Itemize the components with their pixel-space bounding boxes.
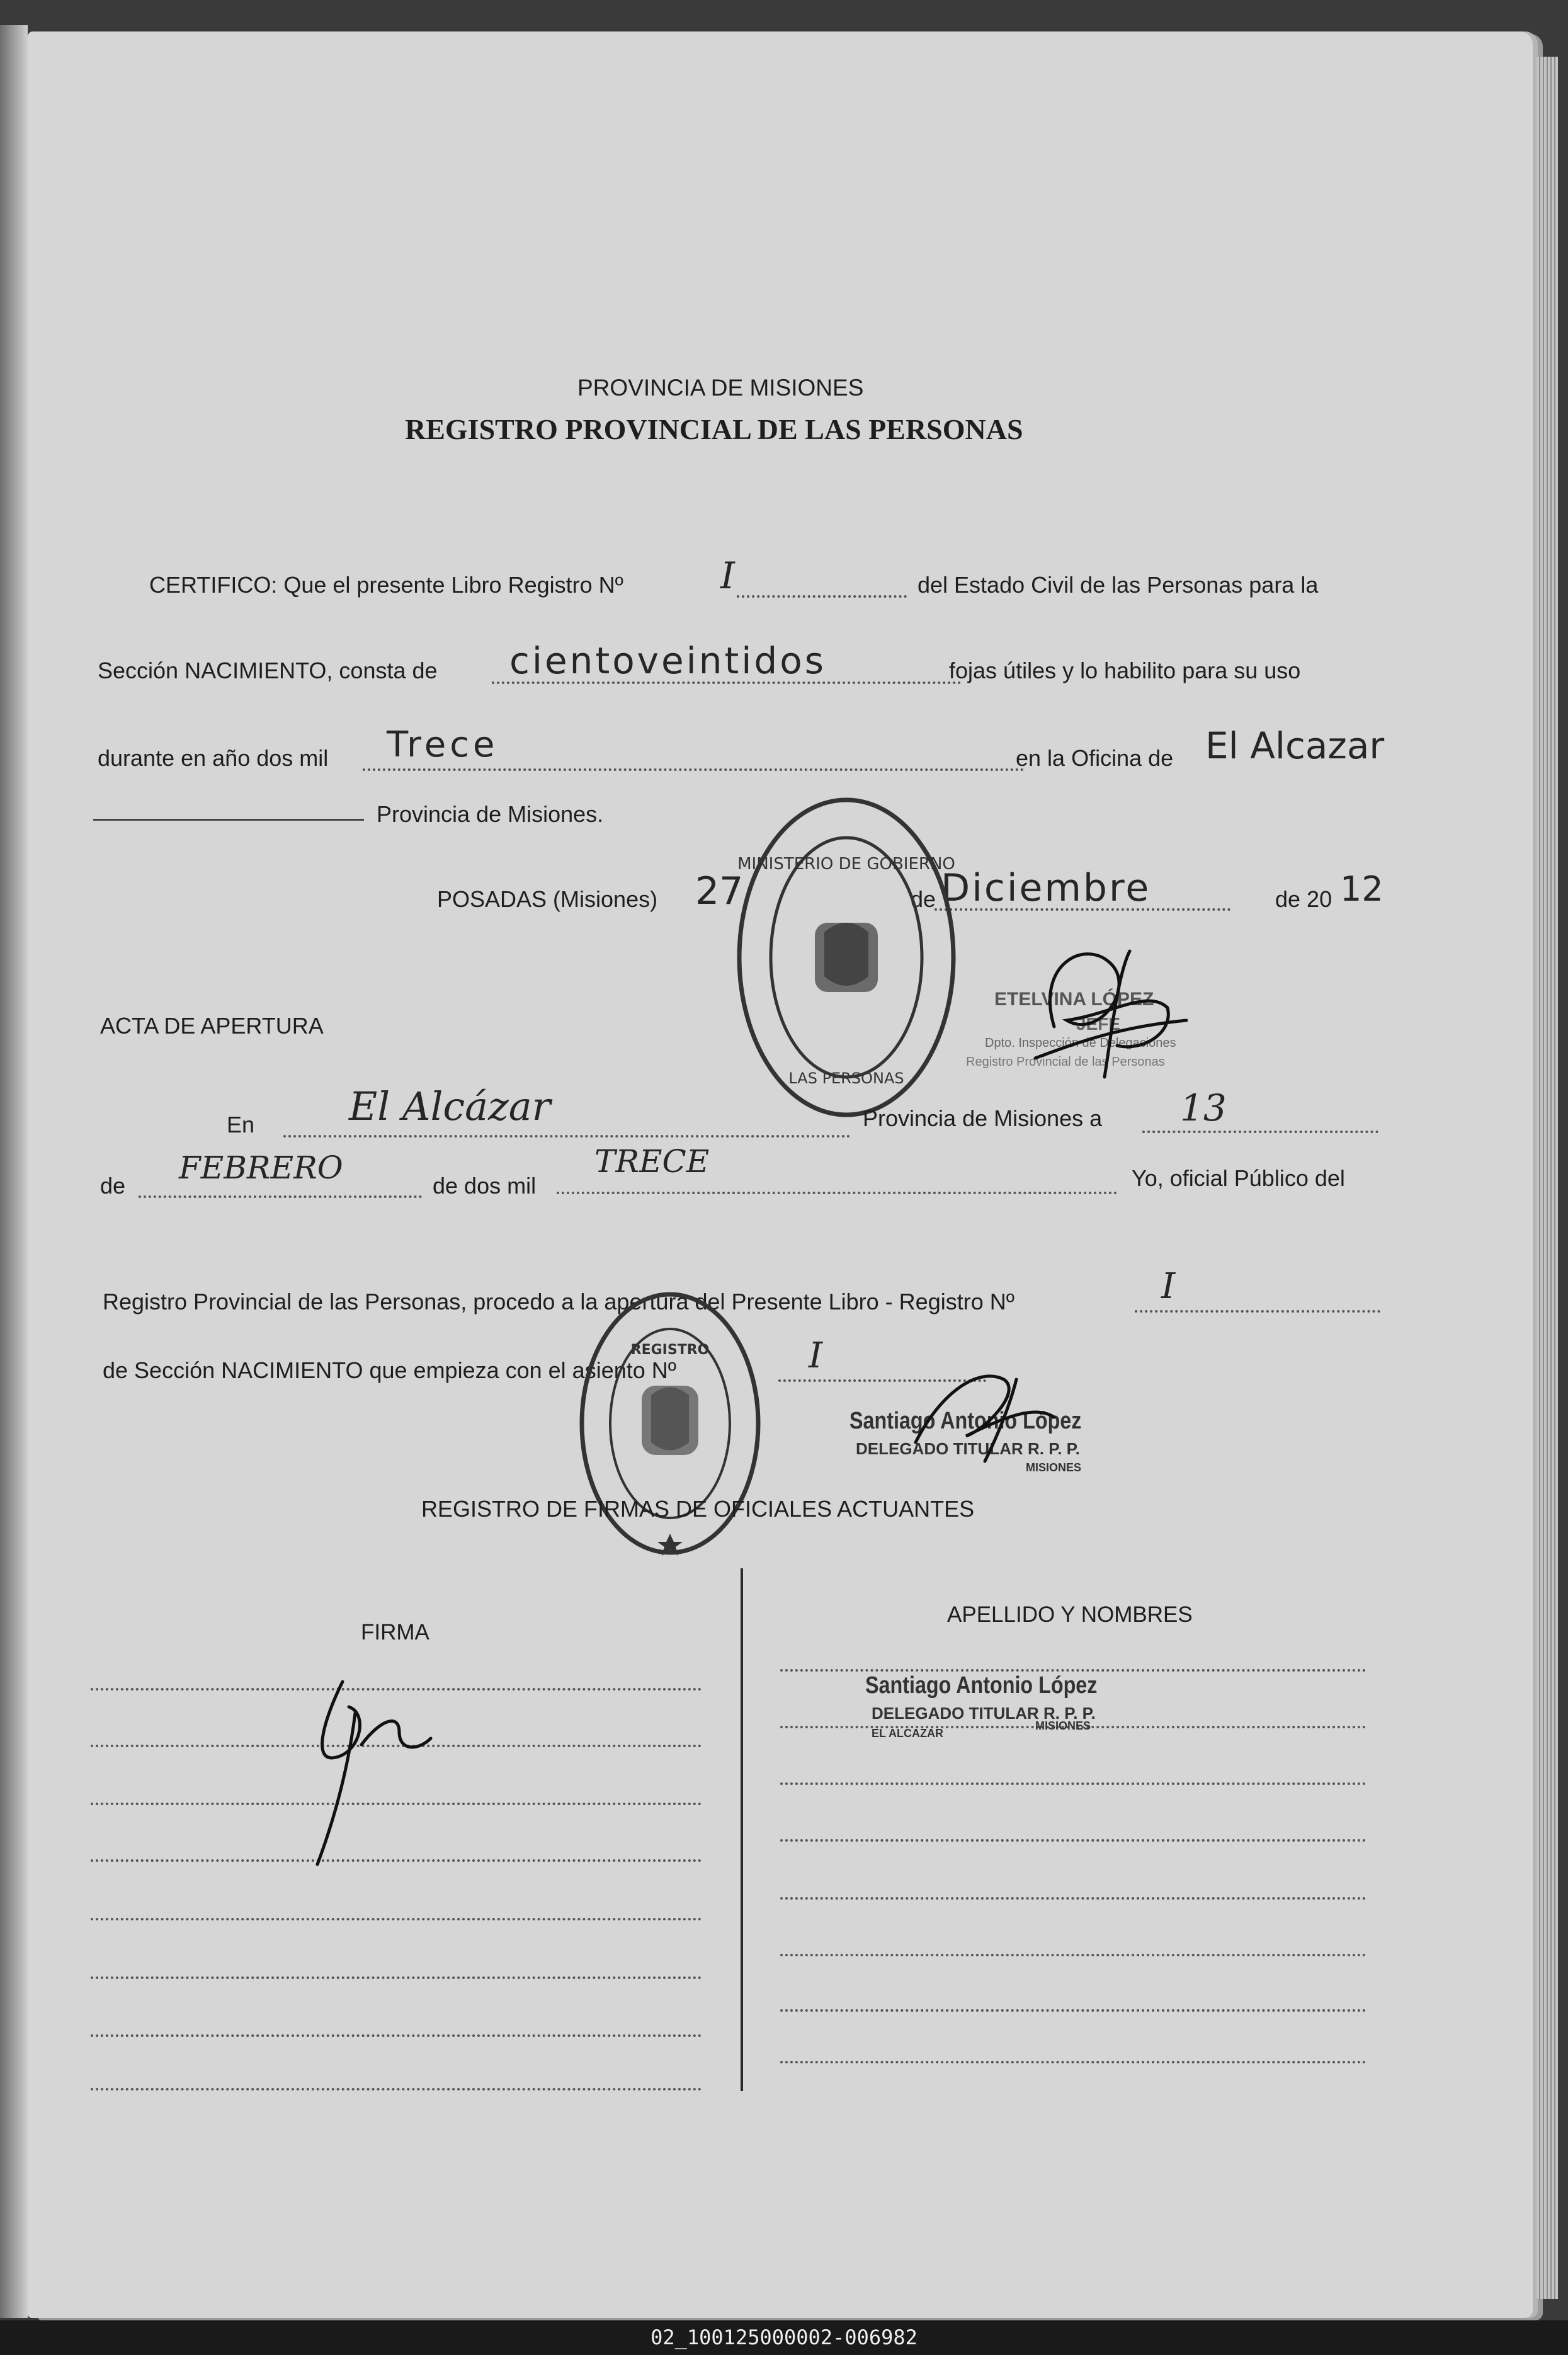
nombre-line-4 <box>780 1839 1366 1842</box>
acta-dos-mil: de dos mil <box>433 1173 537 1199</box>
nombre-line-6 <box>780 1954 1366 1956</box>
column-divider <box>741 1568 743 2091</box>
cert-line3-a: durante en año dos mil <box>98 745 329 771</box>
acta-province: Provincia de Misiones a <box>863 1105 1103 1131</box>
nombre-line-1 <box>780 1669 1366 1672</box>
hw-acta-asiento: I <box>809 1335 823 1376</box>
line-office-continued <box>93 819 364 821</box>
hw-acta-month: FEBRERO <box>179 1149 343 1186</box>
nombre-line-8 <box>780 2061 1366 2063</box>
acta-de: de <box>100 1173 126 1199</box>
dotline-year <box>363 768 1024 771</box>
hw-date-month: Diciembre <box>941 866 1151 910</box>
cert-line3-b: en la Oficina de <box>1016 745 1174 771</box>
date-place: POSADAS (Misiones) <box>437 886 658 912</box>
dotline-libro-no <box>737 595 907 598</box>
hw-acta-place: El Alcázar <box>349 1083 551 1129</box>
acta-line4: de Sección NACIMIENTO que empieza con el asiento Nº <box>103 1357 676 1383</box>
names-delegate-title-stamp: DELEGADO TITULAR R. P. P. <box>872 1704 1096 1723</box>
delegate-signature <box>890 1342 1082 1480</box>
delegate-province-stamp: MISIONES <box>1026 1461 1082 1474</box>
names-delegate-province-stamp: MISIONES <box>1035 1719 1091 1732</box>
nombre-line-3 <box>780 1782 1366 1785</box>
firma-line-8 <box>91 2088 702 2090</box>
cert-line2-a: Sección NACIMIENTO, consta de <box>98 658 438 683</box>
firma-signature <box>273 1656 462 1877</box>
hw-year: Trece <box>387 724 499 765</box>
nombre-line-7 <box>780 2009 1366 2012</box>
hw-office: El Alcazar <box>1205 724 1385 767</box>
delegate-name-stamp: Santiago Antonio López <box>849 1408 1082 1434</box>
delegate-title-stamp: DELEGADO TITULAR R. P. P. <box>856 1439 1080 1458</box>
official-dept-stamp: Dpto. Inspección de Delegaciones <box>985 1036 1176 1050</box>
hw-date-year: 12 <box>1340 869 1383 909</box>
acta-en: En <box>227 1112 255 1138</box>
image-code-footer: 02_100125000002-006982 <box>0 2320 1568 2355</box>
left-page-edge <box>0 25 28 2318</box>
document-page <box>28 31 1533 2318</box>
firma-line-6 <box>91 1976 702 1979</box>
signatures-title: REGISTRO DE FIRMAS DE OFICIALES ACTUANTES <box>421 1496 975 1522</box>
dotline-acta-day <box>1142 1131 1378 1133</box>
dotline-acta-month <box>139 1195 422 1198</box>
dotline-acta-registro <box>1135 1310 1380 1313</box>
firma-line-7 <box>91 2034 702 2037</box>
firma-line-5 <box>91 1918 702 1920</box>
official-signature <box>960 913 1199 1127</box>
hw-date-day: 27 <box>695 869 744 913</box>
date-de-1: de <box>911 886 936 912</box>
hw-acta-year: TRECE <box>594 1143 710 1180</box>
official-reg-stamp: Registro Provincial de las Personas <box>966 1055 1165 1069</box>
names-delegate-place-stamp: EL ALCAZAR <box>872 1727 943 1740</box>
col-nombres-header: APELLIDO Y NOMBRES <box>947 1602 1193 1627</box>
cert-line1-b: del Estado Civil de las Personas para la <box>918 572 1319 598</box>
hw-acta-day: 13 <box>1180 1086 1227 1129</box>
registry-heading: REGISTRO PROVINCIAL DE LAS PERSONAS <box>405 413 1023 445</box>
date-de-2: de 20 <box>1275 886 1332 912</box>
official-title-stamp: JEFE <box>1076 1014 1121 1034</box>
cert-line2-b: fojas útiles y lo habilito para su uso <box>949 658 1301 683</box>
acta-yo: Yo, oficial Público del <box>1132 1165 1345 1191</box>
dotline-month <box>935 908 1230 911</box>
dotline-acta-year <box>557 1192 1117 1194</box>
official-name-stamp: ETELVINA LÓPEZ <box>994 989 1154 1010</box>
hw-fojas: cientoveintidos <box>509 639 826 682</box>
province-heading: PROVINCIA DE MISIONES <box>577 375 864 401</box>
acta-title: ACTA DE APERTURA <box>100 1013 324 1039</box>
dotline-acta-place <box>283 1135 850 1138</box>
names-delegate-name-stamp: Santiago Antonio López <box>865 1672 1098 1699</box>
col-firma-header: FIRMA <box>361 1620 429 1645</box>
nombre-line-5 <box>780 1897 1366 1900</box>
hw-libro-no: I <box>720 554 735 597</box>
cert-line1-a: CERTIFICO: Que el presente Libro Registro Nº <box>149 572 623 598</box>
svg-text:LAS PERSONAS: LAS PERSONAS <box>788 1069 904 1087</box>
hw-acta-registro: I <box>1161 1266 1176 1307</box>
book-page-edges <box>1537 57 1558 2299</box>
svg-text:MINISTERIO DE GOBIERNO: MINISTERIO DE GOBIERNO <box>737 855 955 874</box>
svg-text:REGISTRO: REGISTRO <box>630 1342 710 1358</box>
acta-line3: Registro Provincial de las Personas, procedo a la apertura del Presente Libro - Registro Nº <box>103 1289 1014 1314</box>
ministry-seal-stamp <box>714 787 979 1127</box>
cert-line4: Provincia de Misiones. <box>377 801 604 827</box>
